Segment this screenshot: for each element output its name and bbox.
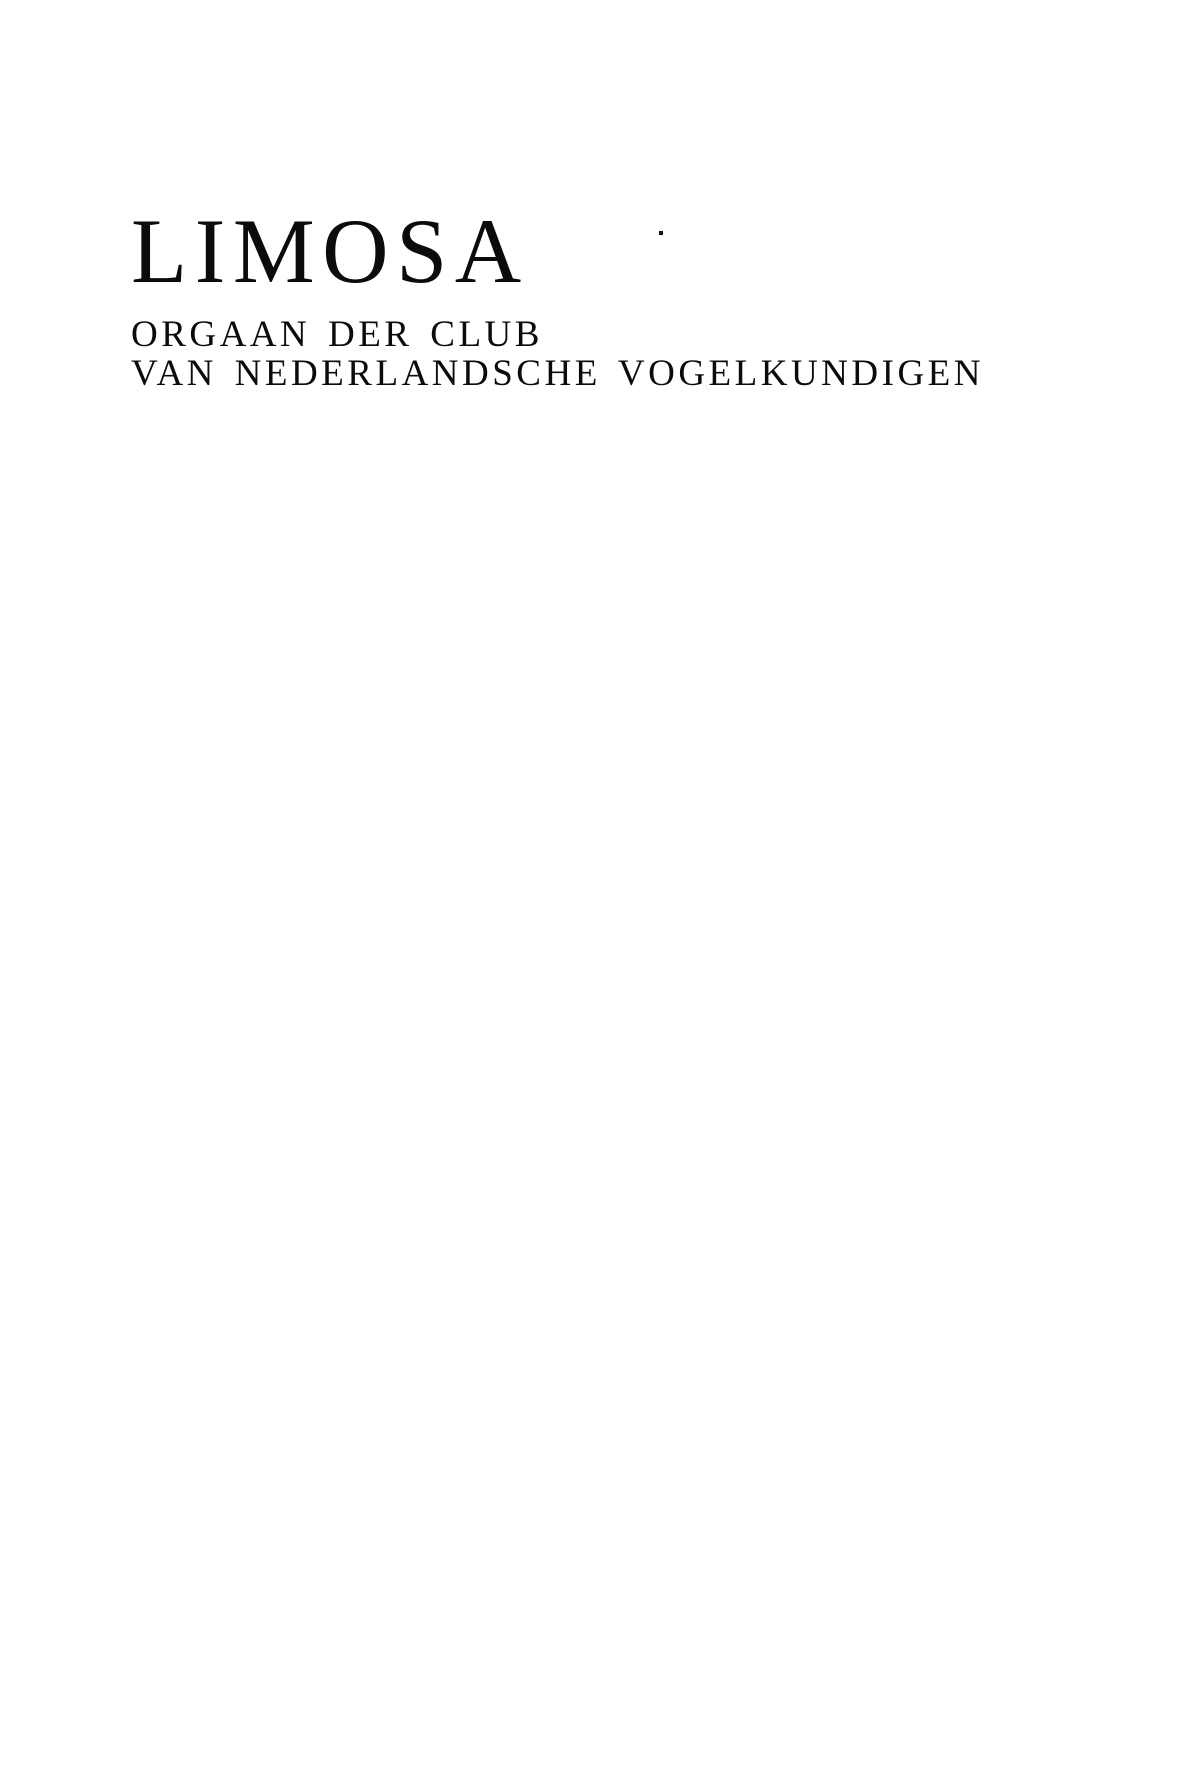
subtitle-line-2: VAN NEDERLANDSCHE VOGELKUNDIGEN — [131, 353, 984, 394]
subtitle-line-1: ORGAAN DER CLUB — [131, 314, 543, 355]
ink-speck — [659, 231, 663, 235]
journal-subtitle — [131, 315, 984, 393]
journal-title: LIMOSA — [131, 200, 529, 302]
